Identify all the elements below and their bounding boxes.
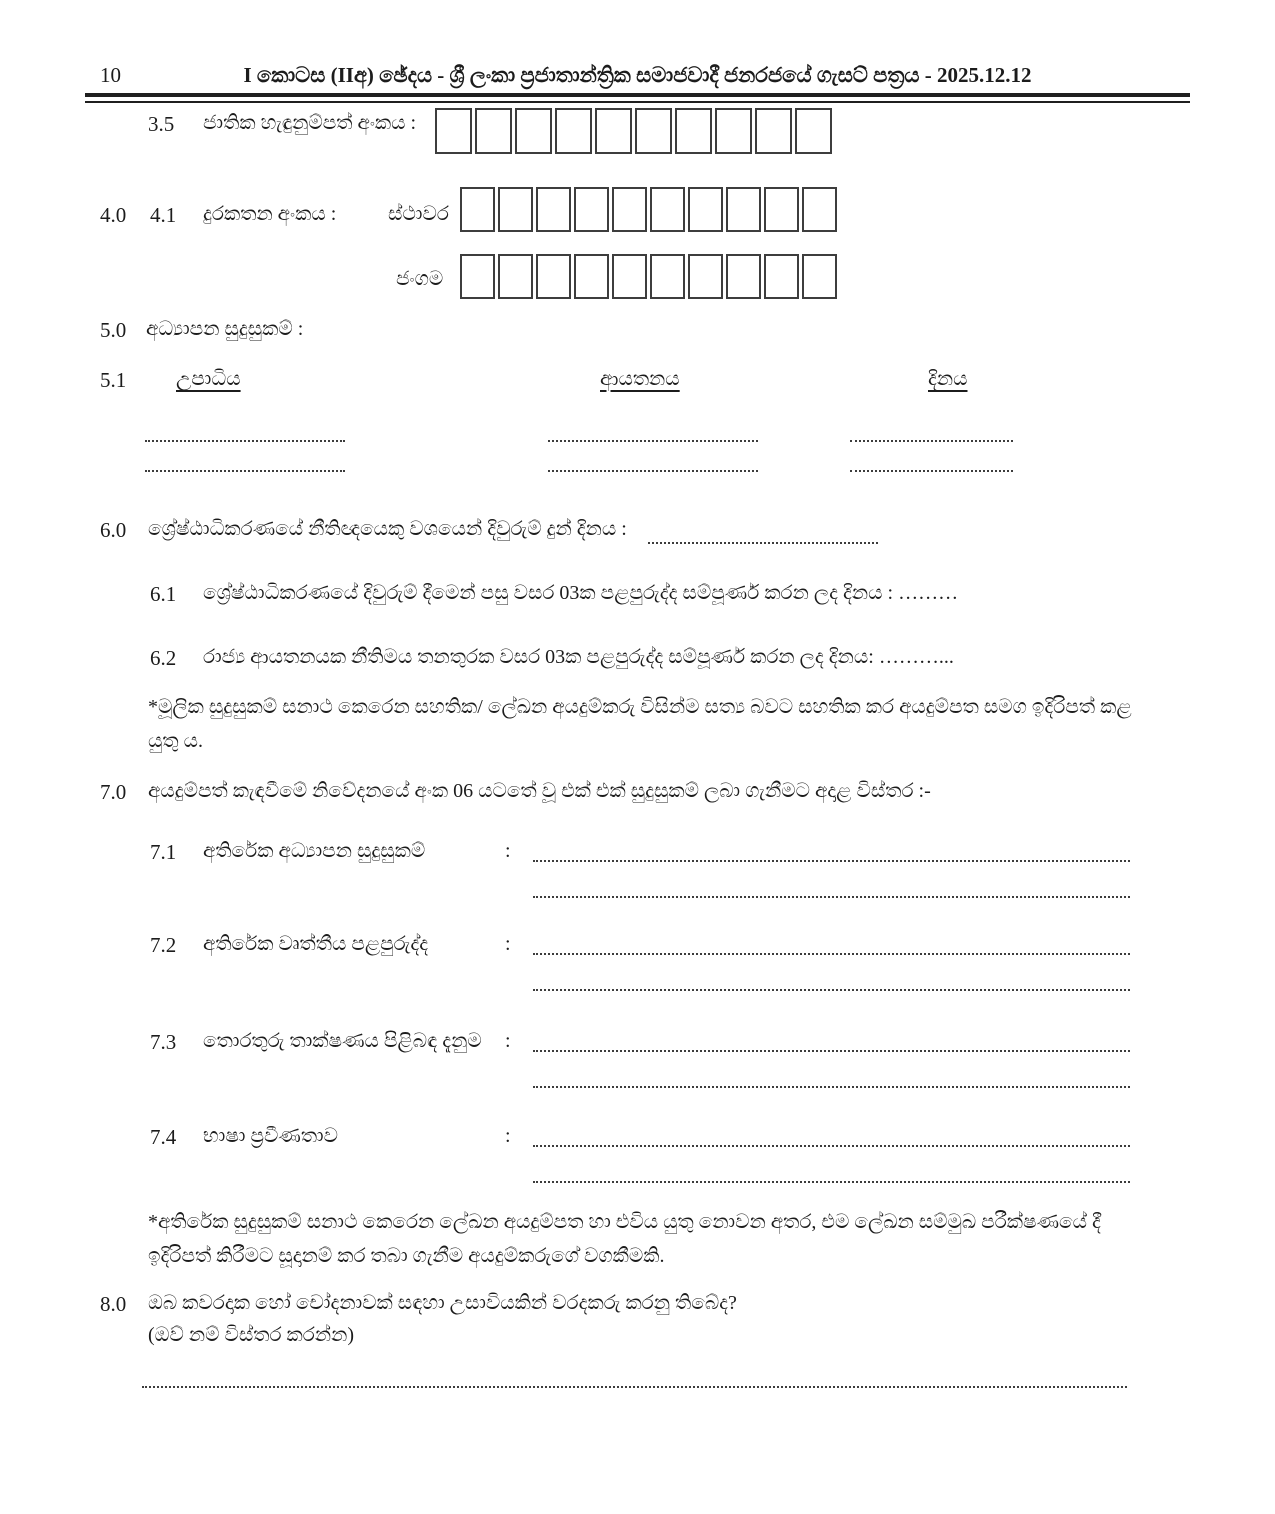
date-column-header: දිනය (928, 368, 968, 390)
char-box[interactable] (536, 187, 571, 232)
char-box[interactable] (688, 187, 723, 232)
qualification-details-heading: අයදුම්පත් කැඳවීමේ නිවේදනයේ අංක 06 යටතේ වූ එක් එක් සුදුසුකම් ලබා ගැනීමට අදාළ විස්තර :- (148, 780, 931, 802)
additional-professional-experience-label: අතිරේක වෘත්තීය පළපුරුද්ද (203, 933, 429, 955)
char-box[interactable] (515, 108, 552, 154)
char-box[interactable] (675, 108, 712, 154)
nic-number-label: ජාතික හැඳුනුම්පත් අංකය : (203, 112, 417, 134)
colon: : (505, 933, 511, 955)
char-box[interactable] (726, 187, 761, 232)
section-number: 5.0 (100, 318, 127, 342)
char-box[interactable] (755, 108, 792, 154)
answer-line[interactable] (533, 876, 1130, 898)
char-box[interactable] (715, 108, 752, 154)
court-conviction-question: ඔබ කවරදාක හෝ චෝදනාවක් සඳහා උසාවියකින් වරදකරු කරනු තිබේද? (148, 1292, 737, 1314)
char-box[interactable] (764, 254, 799, 299)
gazette-header-title: I කොටස (IIඅ) ඡේදය - ශ්‍රී ලංකා ප්‍රජාතාන්ත්‍රික සමාජවාදී ජනරජයේ ගැසට් පත්‍රය - 2025.12.12 (243, 63, 1032, 87)
section-3-5 (148, 112, 174, 137)
char-box[interactable] (688, 254, 723, 299)
court-conviction-hint: (ඔව් නම් විස්තර කරන්න) (148, 1324, 355, 1346)
colon: : (505, 840, 511, 862)
char-box[interactable] (595, 108, 632, 154)
degree-column-header: උපාධිය (176, 368, 241, 390)
section-number: 6.0 (100, 518, 127, 542)
telephone-label: දුරකතන අංකය : (203, 203, 337, 225)
char-box[interactable] (574, 187, 609, 232)
section-number: 6.1 (150, 582, 177, 606)
section-number: 7.1 (150, 840, 177, 864)
char-box[interactable] (460, 187, 495, 232)
basic-qualifications-note: *මූලික සුදුසුකම් සනාථ කෙරෙන සහතික/ ලේඛන අයදුම්කරු විසින්ම සත්‍ය බවට සහතික කර අයදුම්පත සමග ඉදිරිපත් කළ යුතු ය. (148, 696, 1132, 752)
date-entry-line[interactable] (850, 450, 1013, 472)
date-entry-line[interactable] (850, 420, 1013, 442)
char-box[interactable] (612, 187, 647, 232)
char-box[interactable] (726, 254, 761, 299)
conviction-details-line[interactable] (142, 1366, 1127, 1388)
section-number: 7.4 (150, 1125, 177, 1149)
institution-entry-line[interactable] (548, 450, 758, 472)
char-box[interactable] (536, 254, 571, 299)
section-number: 3.5 (148, 112, 175, 136)
section-number: 7.3 (150, 1030, 177, 1054)
education-qualifications-label: අධ්‍යාපන සුදුසුකම් : (146, 318, 304, 340)
char-box[interactable] (574, 254, 609, 299)
answer-line[interactable] (533, 933, 1130, 955)
char-box[interactable] (498, 254, 533, 299)
institution-column-header: ආයතනය (600, 368, 680, 390)
char-box[interactable] (475, 108, 512, 154)
char-box[interactable] (650, 254, 685, 299)
section-number: 5.1 (100, 368, 127, 392)
answer-line[interactable] (533, 1125, 1130, 1147)
page-number: 10 (100, 63, 121, 87)
char-box[interactable] (802, 254, 837, 299)
char-box[interactable] (612, 254, 647, 299)
answer-line[interactable] (533, 1030, 1130, 1052)
answer-line[interactable] (533, 1161, 1130, 1183)
item-7-3 (0, 1030, 1275, 1094)
mobile-phone-boxes[interactable] (460, 254, 837, 299)
section-number: 7.2 (150, 933, 177, 957)
char-box[interactable] (498, 187, 533, 232)
item-7-1 (0, 840, 1275, 904)
experience-after-oath-label[interactable]: ශ්‍රේෂ්ඨාධිකරණයේ දිවුරුම් දීමෙන් පසු වසර 03ක පළපුරුද්ද සම්පූර්ණ කරන ලද දිනය : ……… (203, 582, 959, 604)
it-knowledge-label: තොරතුරු තාක්ෂණය පිළිබඳ දැනුම (203, 1030, 482, 1052)
oath-date-label: ශ්‍රේෂ්ඨාධිකරණයේ නීතිඥයෙකු වශයෙන් දිවුරුම් දුන් දිනය : (148, 518, 627, 540)
section-number: 4.1 (150, 203, 177, 227)
nic-number-boxes[interactable] (435, 108, 832, 154)
state-institution-experience-label[interactable]: රාජ්‍ය ආයතනයක නීතිමය තනතුරක වසර 03ක පළපුරුද්ද සම්පූර්ණ කරන ලද දිනය: ………... (203, 646, 954, 668)
section-number: 8.0 (100, 1292, 127, 1316)
colon: : (505, 1030, 511, 1052)
fixed-phone-label: ස්ථාවර (388, 203, 449, 225)
answer-line[interactable] (533, 969, 1130, 991)
oath-date-entry-line[interactable] (648, 522, 878, 544)
char-box[interactable] (555, 108, 592, 154)
header-rule (85, 93, 1190, 103)
section-number: 4.0 (100, 203, 127, 227)
char-box[interactable] (435, 108, 472, 154)
char-box[interactable] (802, 187, 837, 232)
char-box[interactable] (764, 187, 799, 232)
answer-line[interactable] (533, 1066, 1130, 1088)
mobile-phone-label: ජංගම (396, 268, 444, 290)
char-box[interactable] (650, 187, 685, 232)
fixed-phone-boxes[interactable] (460, 187, 837, 232)
item-7-2 (0, 933, 1275, 997)
degree-entry-line[interactable] (145, 420, 345, 442)
char-box[interactable] (795, 108, 832, 154)
degree-entry-line[interactable] (145, 450, 345, 472)
institution-entry-line[interactable] (548, 420, 758, 442)
answer-line[interactable] (533, 840, 1130, 862)
additional-qualifications-note: *අතිරේක සුදුසුකම් සනාථ කෙරෙන ලේඛන අයදුම්පත හා එවිය යුතු නොවන අතර, එම ලේඛන සම්මුඛ පරීක්ෂණයේ දී ඉදිරිපත් කිරීමට සූදානම් කර තබා ගැනීම අයදුම්කරුගේ වගකීමකි. (148, 1211, 1101, 1267)
char-box[interactable] (460, 254, 495, 299)
additional-education-qualifications-label: අතිරේක අධ්‍යාපන සුදුසුකම් (203, 840, 426, 862)
section-number: 7.0 (100, 780, 127, 804)
colon: : (505, 1125, 511, 1147)
language-proficiency-label: භාෂා ප්‍රවීණතාව (203, 1125, 339, 1147)
section-number: 6.2 (150, 646, 177, 670)
item-7-4 (0, 1125, 1275, 1189)
char-box[interactable] (635, 108, 672, 154)
